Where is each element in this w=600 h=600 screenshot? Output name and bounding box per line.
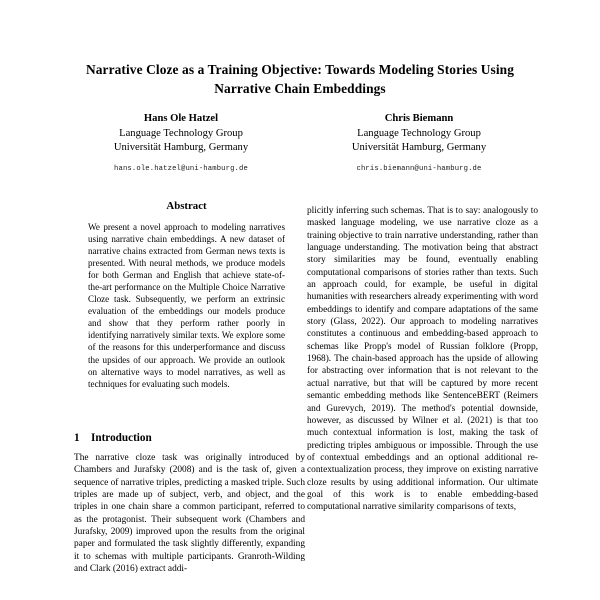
- author-affiliation-group: Language Technology Group: [119, 127, 243, 139]
- title-block: [62, 60, 538, 98]
- author-entry-2: [300, 112, 538, 176]
- author-affiliation-university: Universität Hamburg, Germany: [351, 142, 487, 154]
- author-affiliation-group: Language Technology Group: [357, 127, 481, 139]
- author-entry-1: [62, 112, 300, 176]
- body-column-right: [307, 205, 538, 514]
- body-column-left: [74, 431, 305, 575]
- author-name: Chris Biemann: [384, 113, 454, 124]
- continuation-paragraph: plicitly inferring such schemas. That is to say: analogously to masked language modeling, we use narrative cloze as a training objective to train narrative understanding, rather than language understanding. The motivation being that abstract story similarities may be found, eventually enabling computational comparisons of stories rather than texts. Such an approach could, for example, be useful in digital humanities with researchers already experimenting with word embeddings to identify and compare adaptations of the same story (Glass, 2022). Our approach to modeling narratives constitutes a continuous and embedding-based approach to schemas like Propp's model of Russian folklore (Propp, 1968). The chain-based approach has the upside of allowing for abstracting over information that is not relevant to the actual narrative, but that will be captured by more recent semantic embedding methods like SentenceBERT (Reimers and Gurevych, 2019). The method's potential downside, however, as discussed by Wilner et al. (2021) is that too much contextual information is lost, making the task of predicting triples ambiguous or impossible. Through the use of contextual embeddings and an optional additional re-contextualization process, they improve on existing narrative cloze results by using additional information. Our ultimate goal of this work is to enable embedding-based computational narrative similarity comparisons of texts,: [307, 206, 538, 513]
- page-title: [62, 60, 538, 98]
- paper-title-line-2: Narrative Chain Embeddings: [214, 81, 386, 96]
- author-affiliation-university: Universität Hamburg, Germany: [113, 142, 249, 154]
- section-title: Introduction: [91, 432, 152, 444]
- author-block: [62, 112, 538, 176]
- author-email[interactable]: chris.biemann@uni-hamburg.de: [356, 164, 482, 173]
- section-heading-introduction: [74, 431, 305, 445]
- author-email[interactable]: hans.ole.hatzel@uni-hamburg.de: [114, 164, 248, 173]
- paper-title-line-1: Narrative Cloze as a Training Objective: Towards Modeling Stories Using: [85, 62, 514, 77]
- author-name: Hans Ole Hatzel: [143, 113, 219, 124]
- abstract-block: [88, 200, 285, 390]
- abstract-heading: Abstract: [166, 200, 207, 212]
- abstract-text: We present a novel approach to modeling narratives using narrative chain embeddings. A new dataset of narrative chains extracted from German news texts is presented. With neural methods, we produce models for both German and English that achieve state-of-the-art performance on the Multiple Choice Narrative Cloze task. Subsequently, we perform an extrinsic evaluation of the embeddings our models produce and show that they perform rather poorly in identifying narratively similar texts. We explore some of the reasons for this underperformance and discuss the upsides of our approach. We provide an outlook on alternative ways to model narratives, as well as techniques for evaluating such models.: [88, 222, 285, 389]
- section-paragraph: The narrative cloze task was originally introduced by Chambers and Jurafsky (2008) and is the task of, given a sequence of narrative triples, predicting a masked triple. Such triples are made up of subject, verb, and object, and the triples in one chain share a common participant, referred to as the protagonist. Their subsequent work (Chambers and Jurafsky, 2009) improved upon the results from the original paper and formulated the task slightly differently, expanding it to schemas with multiple participants. Granroth-Wilding and Clark (2016) extract addi-: [74, 453, 305, 575]
- section-number: 1: [74, 432, 80, 444]
